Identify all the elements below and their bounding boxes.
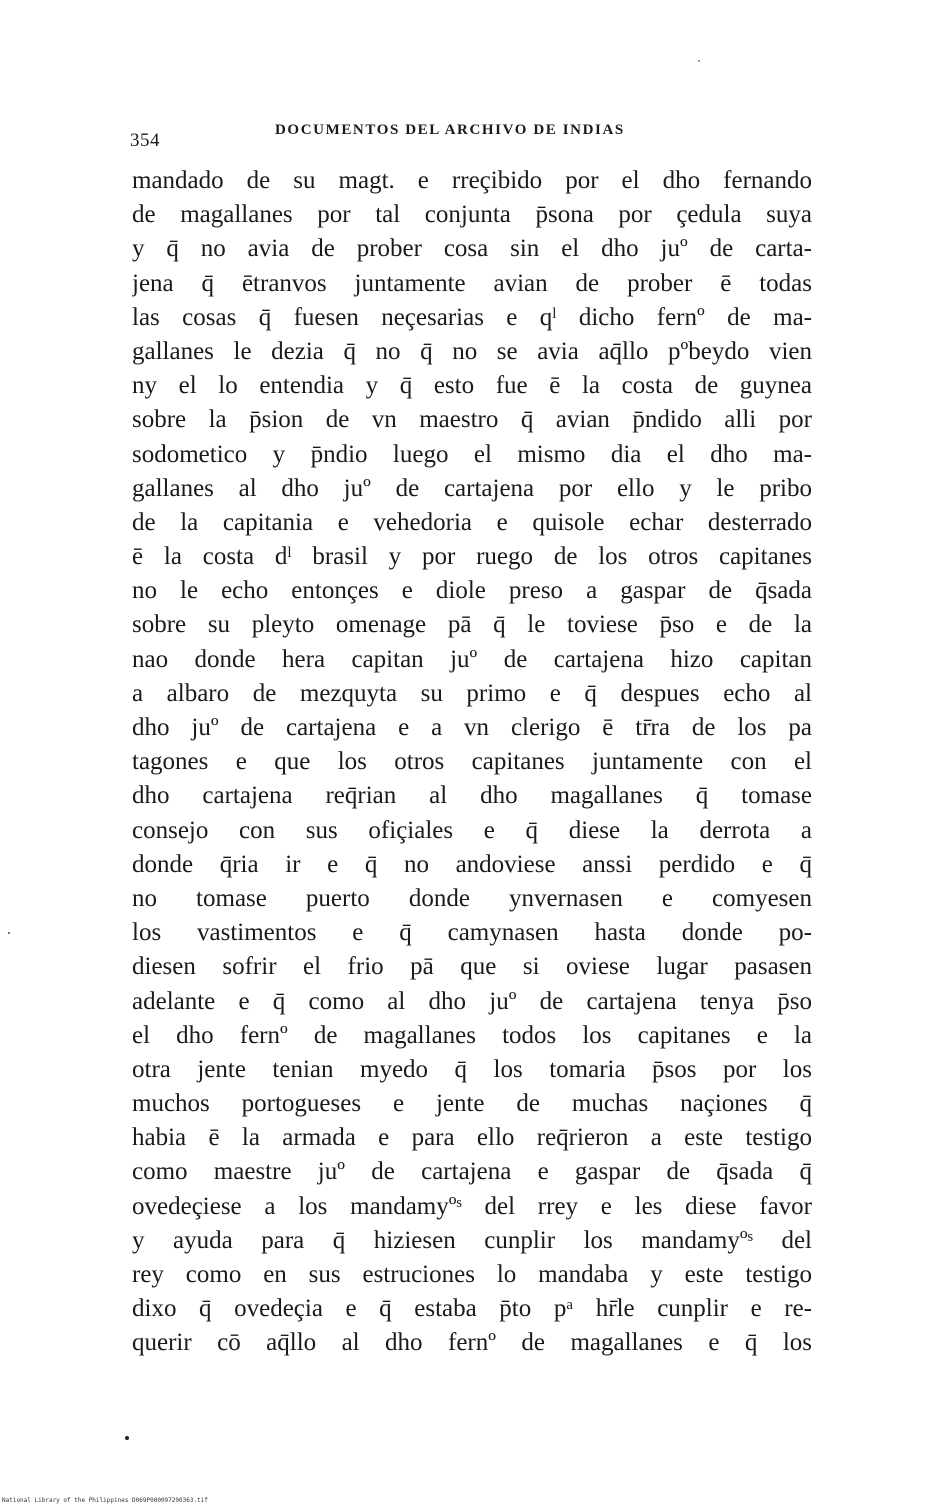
text-line: de la capitania e vehedoria e quisole echar desterrado	[132, 508, 812, 536]
running-head: DOCUMENTOS DEL ARCHIVO DE INDIAS	[275, 122, 625, 138]
text-line: dho cartajena req̄rian al dho magallanes q̄ tomase	[132, 782, 812, 810]
text-line: adelante e q̄ como al dho juº de cartajena tenya p̄so	[132, 987, 812, 1015]
text-line: jena q̄ ētranvos juntamente avian de prober ē todas	[132, 269, 812, 297]
text-line: querir cō aq̄llo al dho fernº de magallanes e q̄ los	[132, 1329, 812, 1357]
text-line: nao donde hera capitan juº de cartajena hizo capitan	[132, 645, 812, 673]
text-line: a albaro de mezquyta su primo e q̄ despues echo al	[132, 679, 812, 707]
text-line: y q̄ no avia de prober cosa sin el dho juº de carta-	[132, 235, 812, 263]
text-line: gallanes le dezia q̄ no q̄ no se avia aq̄llo pºbeydo vien	[132, 337, 812, 365]
text-line: el dho fernº de magallanes todos los capitanes e la	[132, 1021, 812, 1049]
text-line: ovedeçiese a los mandamyºˢ del rrey e les diese favor	[132, 1192, 812, 1220]
scan-speck	[698, 60, 700, 62]
text-line: los vastimentos e q̄ camynasen hasta donde po-	[132, 919, 812, 947]
text-line: sobre su pleyto omenage pā q̄ le toviese p̄so e de la	[132, 611, 812, 639]
text-line: ē la costa dˡ brasil y por ruego de los otros capitanes	[132, 543, 812, 571]
text-line: gallanes al dho juº de cartajena por ello y le pribo	[132, 474, 812, 502]
text-line: rey como en sus estruciones lo mandaba y este testigo	[132, 1261, 812, 1288]
text-line: las cosas q̄ fuesen neçesarias e qˡ dicho fernº de ma-	[132, 303, 812, 331]
text-line: sobre la p̄sion de vn maestro q̄ avian p̄ndido alli por	[132, 406, 812, 434]
text-line: no le echo entonçes e diole preso a gaspar de q̄sada	[132, 577, 812, 605]
text-line: ny el lo entendia y q̄ esto fue ē la costa de guynea	[132, 372, 812, 400]
text-line: dho juº de cartajena e a vn clerigo ē tr̄ra de los pa	[132, 714, 812, 741]
text-line: otra jente tenian myedo q̄ los tomaria p̄sos por los	[132, 1055, 812, 1083]
text-line: consejo con sus ofiçiales e q̄ diese la derrota a	[132, 816, 812, 844]
text-line: de magallanes por tal conjunta p̄sona por çedula suya	[132, 201, 812, 229]
page-header	[130, 120, 830, 150]
text-line: como maestre juº de cartajena e gaspar de q̄sada q̄	[132, 1158, 812, 1186]
text-line: sodometico y p̄ndio luego el mismo dia el dho ma-	[132, 440, 812, 468]
scan-speck	[8, 932, 10, 934]
text-line: habia ē la armada e para ello req̄rieron a este testigo	[132, 1124, 812, 1152]
text-line: y ayuda para q̄ hiziesen cunplir los mandamyºˢ del	[132, 1226, 812, 1254]
text-line: no tomase puerto donde ynvernasen e comyesen	[132, 884, 812, 912]
text-line: dixo q̄ ovedeçia e q̄ estaba p̄to pᵃ hr̄le cunplir e re-	[132, 1295, 812, 1323]
text-line: diesen sofrir el frio pā que si oviese lugar pasasen	[132, 953, 812, 981]
text-line: muchos portogueses e jente de muchas naçiones q̄	[132, 1090, 812, 1118]
text-line: donde q̄ria ir e q̄ no andoviese anssi perdido e q̄	[132, 850, 812, 878]
text-line: mandado de su magt. e rreçibido por el dho fernando	[132, 167, 812, 194]
body-text	[132, 164, 812, 1361]
page-number: 354	[130, 130, 160, 151]
scan-speck	[125, 1436, 129, 1440]
text-line: tagones e que los otros capitanes juntamente con el	[132, 748, 812, 776]
library-stamp: National Library of the Philippines D069P000097290363.tif	[2, 1497, 208, 1504]
